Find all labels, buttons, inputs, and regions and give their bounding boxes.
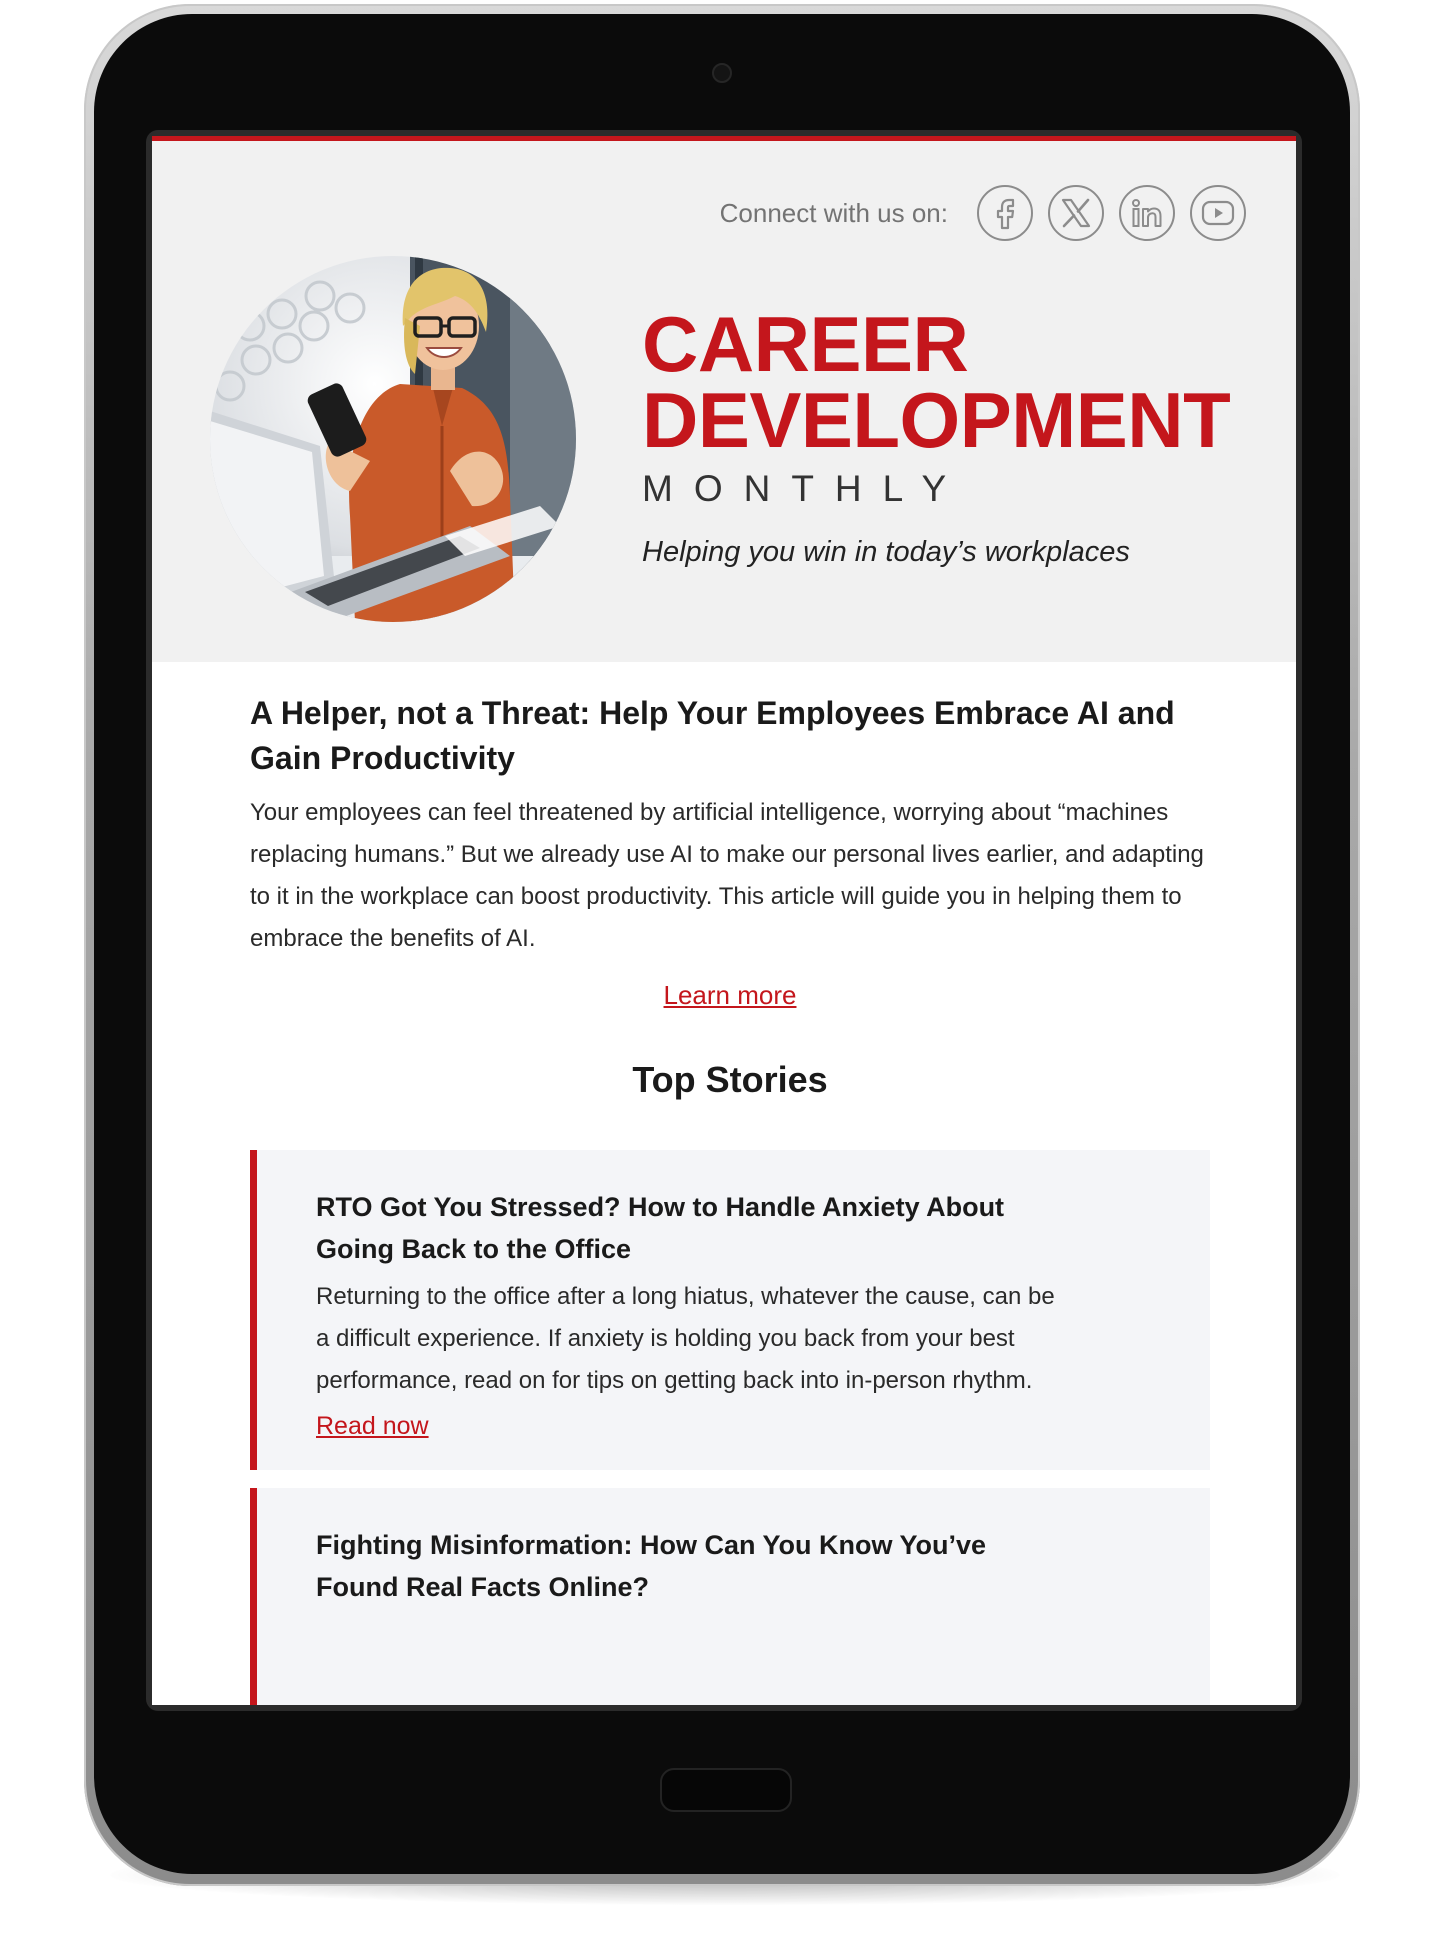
feature-title: A Helper, not a Threat: Help Your Employees Embrace AI and Gain Productivity xyxy=(250,695,1175,776)
story-card xyxy=(250,1488,1210,1705)
connect-label: Connect with us on: xyxy=(719,197,948,228)
title-line-1: CAREER xyxy=(642,300,969,388)
newsletter-header xyxy=(152,141,1296,662)
feature-article xyxy=(250,691,1210,1101)
story-title: Fighting Misinformation: How Can You Know You’ve Found Real Facts Online? xyxy=(316,1530,986,1602)
learn-more-link[interactable]: Learn more xyxy=(663,980,797,1010)
story-title: RTO Got You Stressed? How to Handle Anxiety About Going Back to the Office xyxy=(316,1192,1005,1264)
home-button[interactable] xyxy=(660,1768,792,1812)
read-now-link[interactable]: Read now xyxy=(316,1412,429,1440)
x-icon[interactable] xyxy=(1048,185,1104,241)
hero-photo xyxy=(210,256,576,622)
social-connect-row xyxy=(720,185,1246,241)
facebook-icon[interactable] xyxy=(977,185,1033,241)
masthead-subtitle: MONTHLY xyxy=(642,468,968,509)
newsletter-screen[interactable] xyxy=(152,136,1296,1705)
story-body: Returning to the office after a long hiatus, whatever the cause, can be a difficult experience. If anxiety is holding you back from your best performance, read on for tips on getting back into in-person rhythm. xyxy=(316,1283,1055,1394)
front-camera xyxy=(712,63,732,83)
feature-body: Your employees can feel threatened by artificial intelligence, worrying about “machines replacing humans.” But we already use AI to make our personal lives earlier, and adapting to it in the workplace can boost productivity. This article will guide you in helping them to embrace the benefits of AI. xyxy=(250,799,1204,952)
story-card xyxy=(250,1150,1210,1470)
youtube-icon[interactable] xyxy=(1190,185,1246,241)
title-line-2: DEVELOPMENT xyxy=(642,376,1231,464)
linkedin-icon[interactable] xyxy=(1119,185,1175,241)
masthead-tagline: Helping you win in today’s workplaces xyxy=(642,536,1130,568)
top-stories-heading: Top Stories xyxy=(632,1059,828,1100)
masthead xyxy=(642,300,1231,569)
